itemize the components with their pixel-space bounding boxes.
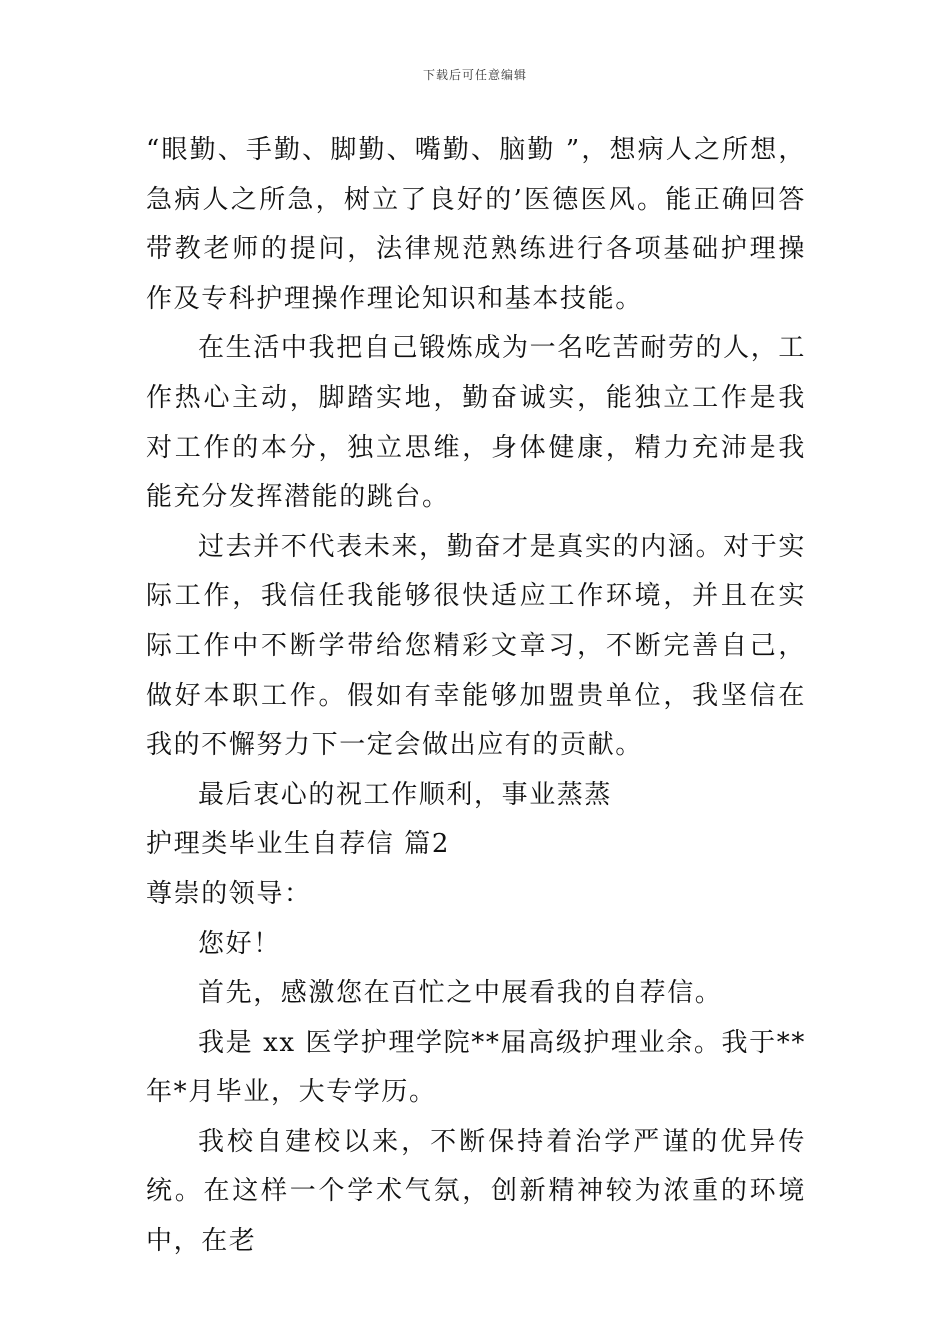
- header-note: 下载后可任意编辑: [422, 68, 527, 82]
- salutation: 尊崇的领导：: [146, 878, 312, 909]
- paragraph-introduction: 我是 xx 医学护理学院**届高级护理业余。我于**年*月毕业，大专学历。: [146, 1027, 806, 1108]
- paragraph-thanks: 首先，感激您在百忙之中展看我的自荐信。: [198, 978, 723, 1009]
- paragraph-continuation: “眼勤、手勤、脚勤、嘴勤、脑勤 ”，想病人之所想，急病人之所急，树立了良好的’医德医风。能正确回答带教老师的提问，法律规范熟练进行各项基础护理操作及专科护理操作理论知识和基本技能。: [146, 135, 806, 314]
- paragraph-life: 在生活中我把自己锻炼成为一名吃苦耐劳的人，工作热心主动，脚踏实地，勤奋诚实，能独立工作是我对工作的本分，独立思维，身体健康，精力充沛是我能充分发挥潜能的跳台。: [146, 333, 806, 513]
- paragraph-future: 过去并不代表未来，勤奋才是真实的内涵。对于实际工作，我信任我能够很快适应工作环境，并且在实际工作中不断学带给您精彩文章习，不断完善自己，做好本职工作。假如有幸能够加盟贵单位，我坚信在我的不懈努力下一定会做出应有的贡献。: [146, 531, 806, 761]
- greeting: 您好！: [198, 928, 281, 959]
- paragraph-closing-wish: 最后衷心的祝工作顺利，事业蒸蒸: [198, 779, 613, 810]
- section-title: 护理类毕业生自荐信 篇2: [146, 829, 451, 860]
- paragraph-school: 我校自建校以来，不断保持着治学严谨的优异传统。在这样一个学术气氛，创新精神较为浓重的环境中，在老: [146, 1126, 806, 1257]
- document-body: [146, 126, 806, 1267]
